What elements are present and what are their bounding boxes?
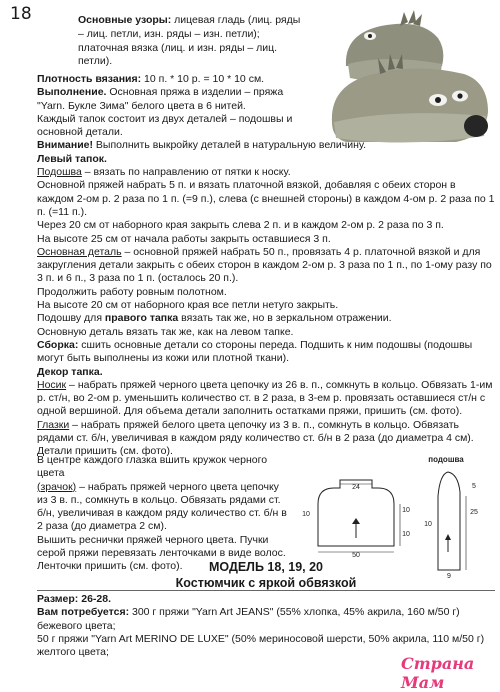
eyes-label: Глазки [37, 418, 70, 431]
sole-label: Подошва [37, 166, 82, 179]
sole-step-3: На высоте 25 см от начала работы закрыть оставшиеся 3 п. [37, 232, 331, 245]
pupil-block [37, 454, 289, 574]
model-heading [37, 559, 495, 591]
decor-label: Декор тапка. [37, 365, 103, 378]
sole-text: – вязать по направлению от пятки к носку. [81, 166, 291, 179]
right-sole-pre: Подошву для [37, 312, 105, 325]
materials-line-2: 50 г пряжи "Yarn Art MERINO DE LUXE" (50% мериносовой шерсти, 50% акрила, 110 м/50 г) желтого цвета; [37, 632, 485, 659]
section-divider [37, 590, 495, 591]
materials-line [37, 606, 495, 633]
pupil-intro: В центре каждого глазка вшить кружок черного цвета [37, 454, 268, 480]
decor-heading [37, 366, 495, 379]
main-part-line [37, 246, 495, 286]
diag-label-top: 24 [352, 484, 360, 491]
main-part-diagram [296, 476, 412, 558]
assembly-line [37, 339, 495, 366]
left-slipper-label: Левый тапок. [37, 152, 107, 165]
page-number: 18 [10, 4, 32, 24]
patterns-text: лицевая гладь (лиц. ряды – лиц. петли, изн. ряды – изн. петли); платочная вязка (лиц. и изн. ряды – лиц. петли). [78, 14, 301, 68]
right-sole-line [37, 312, 495, 325]
pupil-label: (зрачок) [37, 480, 77, 493]
watermark-text: Страна Мам [401, 654, 475, 692]
sole-step-1: Основной пряжей набрать 5 п. и вязать платочной вязкой, добавляя с обеих сторон в каждом 2-ом р. 2 раза по 1 п. (=9 п.), слева (с внешней стороны) в каждом 4-ом р. 2 раза по 1 п. (=11 п.). [37, 179, 495, 218]
instructions-body [37, 73, 495, 459]
density-line [37, 73, 495, 86]
sole-label-25: 25 [470, 509, 478, 516]
nose-label: Носик [37, 378, 67, 391]
pupil-text: – набрать пряжей черного цвета цепочку из 3 в. п., сомкнуть в кольцо. Обвязать рядами ст. б/н, увеличивая в каждом ряду количество ст. б/н в 2 раза (до диаметра 2 см). [37, 480, 287, 533]
attention-label: Внимание! [37, 139, 93, 152]
patterns-title: Основные узоры: [78, 14, 172, 26]
assembly-text: сшить основные детали со стороны переда. Подшить к ним подошвы (подошвы могут быть выполнены из кожи или плотной ткани). [37, 338, 473, 365]
pupil-line [37, 481, 289, 534]
intro-block [78, 14, 308, 69]
sole-diagram-title: подошва [428, 455, 464, 464]
size-text: 26-28. [78, 593, 112, 605]
diag-label-bottom: 50 [352, 552, 360, 558]
diag-label-r1: 10 [402, 507, 410, 514]
right-sole-label: правого тапка [104, 312, 179, 325]
sole-step-2: Через 20 см от наборного края закрыть слева 2 п. и в каждом 2-ом р. 2 раза по 3 п. [37, 219, 444, 232]
execution-text: Основная пряжа в изделии – пряжа "Yarn. Букле Зима" белого цвета в 6 нитей. [37, 86, 284, 112]
sole-line [37, 166, 495, 179]
materials-block [37, 593, 495, 659]
attention-text: Выполнить выкройку деталей в натуральную величину. [92, 139, 367, 152]
main-step-2: На высоте 20 см от наборного края все петли нетуго закрыть. [37, 299, 339, 312]
size-line [37, 593, 495, 606]
eyes-text: – набрать пряжей белого цвета цепочку из 3 в. п., сомкнуть в кольцо. Обвязать рядами ст. б/н, увеличивая в каждом ряду количество ст. б/н в 2 раза (до диаметра 4 см). Детали пришить (см. фото). [37, 418, 474, 458]
sole-label-9: 9 [447, 573, 451, 580]
execution-line [37, 86, 307, 113]
materials-label: Вам потребуется: [37, 606, 130, 619]
slipper-parts: Каждый тапок состоит из двух деталей – подошвы и основной детали. [37, 112, 293, 139]
diag-label-mid: 10 [302, 511, 310, 518]
lashes-line: Вышить реснички пряжей черного цвета. Пучки серой пряжи перевязать ленточками в виде волос. Ленточки пришить (см. фото). [37, 533, 286, 573]
assembly-label: Сборка: [37, 338, 79, 351]
main-step-1: Продолжить работу ровным полотном. [37, 285, 227, 298]
size-label: Размер: [37, 593, 79, 605]
model-title: МОДЕЛЬ 18, 19, 20 [208, 560, 324, 574]
right-main-line: Основную деталь вязать так же, как на левом тапке. [37, 325, 294, 338]
diag-label-r2: 10 [402, 531, 410, 538]
nose-text: – набрать пряжей черного цвета цепочку из 26 в. п., сомкнуть в кольцо. Обвязать 1-им р. ст/н, во 2-ом р. уменьшить количество ст. в 2 раза, в 3-ем р. провязать оставшиеся ст/н с одной вершиной. Для объема детали заполнить остатками пряжи, пришить (см. фото). [37, 378, 493, 418]
materials-text: 300 г пряжи "Yarn Art JEANS" (55% хлопка, 45% акрила, 160 м/50 г) бежевого цвета; [37, 606, 460, 632]
sole-label-5: 5 [472, 483, 476, 490]
main-part-label: Основная деталь [37, 245, 122, 258]
nose-line [37, 379, 495, 419]
density-label: Плотность вязания: [37, 73, 142, 85]
right-sole-text: вязать так же, но в зеркальном отражении. [178, 312, 392, 325]
attention-line [37, 139, 495, 152]
left-slipper-heading [37, 153, 495, 166]
sole-label-10: 10 [424, 521, 432, 528]
model-subtitle: Костюмчик с яркой обвязкой [175, 576, 357, 590]
execution-label: Выполнение. [37, 86, 107, 99]
watermark-logo [401, 654, 500, 692]
density-text: 10 п. * 10 р. = 10 * 10 см. [141, 73, 265, 85]
main-part-text: – основной пряжей набрать 50 п., провязать 4 р. платочной вязкой и для закругления детали закрыть с обеих сторон в каждом 2-ом р. 3 раза по 1 п., по 1-ому разу по 3 п. и 6 п., 3 раза по 1 п. (осталось 20 п.). [37, 245, 492, 285]
